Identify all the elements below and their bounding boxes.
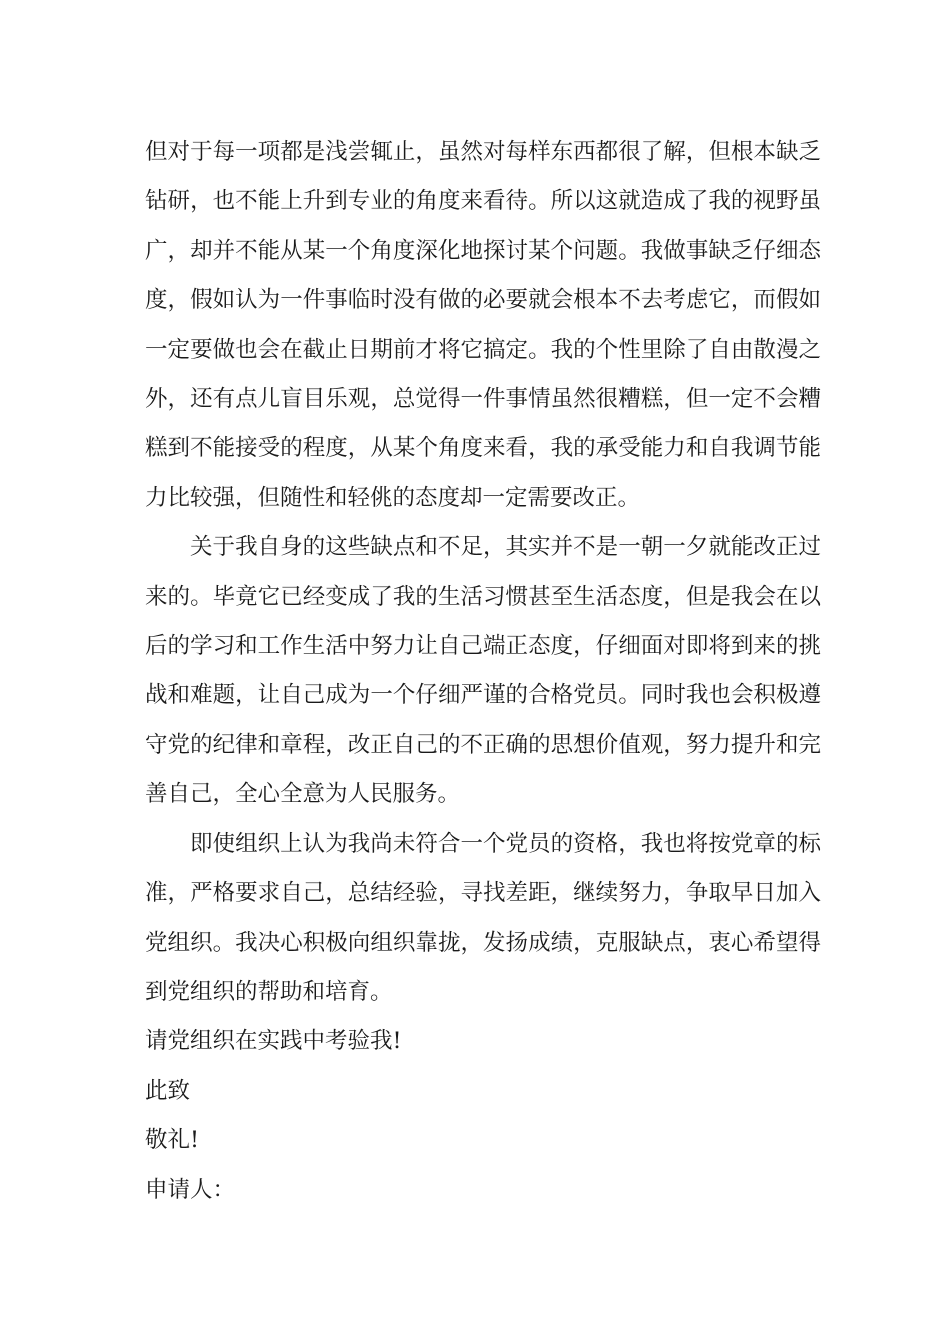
paragraph-commitment: 即使组织上认为我尚未符合一个党员的资格，我也将按党章的标准，严格要求自己，总结经验，寻找差距，继续努力，争取早日加入党组织。我决心积极向组织靠拢，发扬成绩，克服缺点，衷心希望得到党组织的帮助和培育。 <box>145 830 821 1005</box>
paragraph-improvement: 关于我自身的这些缺点和不足，其实并不是一朝一夕就能改正过来的。毕竟它已经变成了我的生活习惯甚至生活态度，但是我会在以后的学习和工作生活中努力让自己端正态度，仔细面对即将到来的挑战和难题，让自己成为一个仔细严谨的合格党员。同时我也会积极遵守党的纪律和章程，改正自己的不正确的思想价值观，努力提升和完善自己，全心全意为人民服务。 <box>145 534 821 808</box>
paragraph-shortcomings: 但对于每一项都是浅尝辄止，虽然对每样东西都很了解，但根本缺乏钻研，也不能上升到专业的角度来看待。所以这就造成了我的视野虽广，却并不能从某一个角度深化地探讨某个问题。我做事缺乏仔细态度，假如认为一件事临时没有做的必要就会根本不去考虑它，而假如一定要做也会在截止日期前才将它搞定。我的个性里除了自由散漫之外，还有点儿盲目乐观，总觉得一件事情虽然很糟糕，但一定不会糟糕到不能接受的程度，从某个角度来看，我的承受能力和自我调节能力比较强，但随性和轻佻的态度却一定需要改正。 <box>145 139 821 511</box>
closing-salutation: 此致 <box>145 1077 191 1104</box>
closing-regards: 敬礼! <box>145 1127 200 1154</box>
applicant-signature-line: 申请人： <box>145 1176 236 1203</box>
closing-request: 请党组织在实践中考验我! <box>145 1028 402 1055</box>
letter-body <box>145 128 821 1215</box>
